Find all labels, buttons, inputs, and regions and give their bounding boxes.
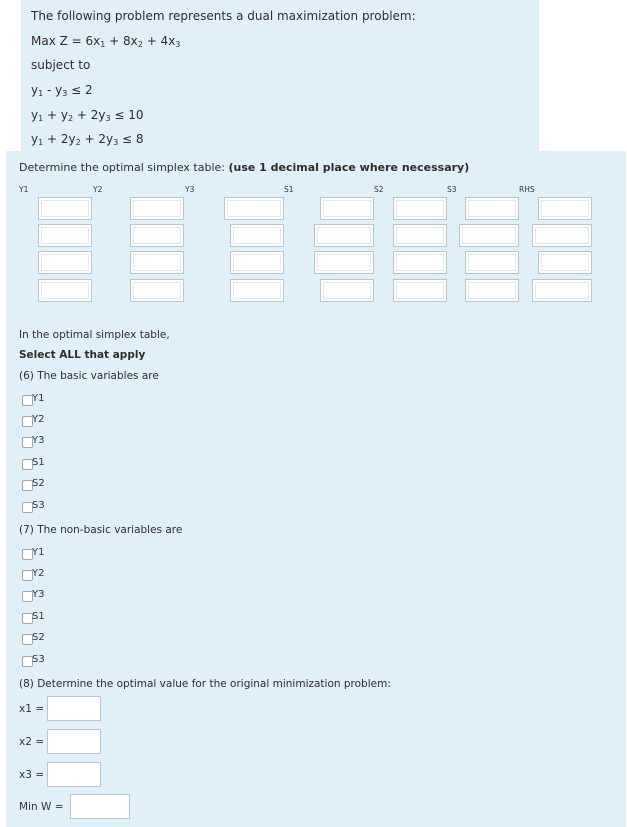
table-input-r4-rhs[interactable] [532, 279, 592, 302]
constraint-1: $y_1 - y_3 \le 2$ [31, 83, 93, 98]
x3-input[interactable] [47, 762, 101, 787]
col-header-s2: S2 [374, 185, 384, 194]
question-8: (8) Determine the optimal value for the original minimization problem: [19, 678, 391, 690]
table-input-r2-y2[interactable] [130, 224, 184, 247]
col-header-rhs: RHS [519, 185, 535, 194]
q7-option-label: S2 [32, 632, 45, 643]
col-header-s3: S3 [447, 185, 457, 194]
x3-label: x3 = [19, 769, 45, 781]
subject-to-label: subject to [31, 58, 91, 72]
min-w-input[interactable] [70, 794, 130, 819]
q6-option-label: Y3 [32, 435, 45, 446]
table-input-r1-y2[interactable] [130, 197, 184, 220]
table-input-r4-s2[interactable] [393, 279, 447, 302]
q7-option-label: S1 [32, 611, 45, 622]
question-6: (6) The basic variables are [19, 370, 159, 382]
x1-label: x1 = [19, 703, 45, 715]
q6-option-label: Y2 [32, 414, 45, 425]
table-input-r4-y3[interactable] [230, 279, 284, 302]
table-input-r2-s2[interactable] [393, 224, 447, 247]
questions-intro: In the optimal simplex table, [19, 329, 170, 341]
table-input-r1-s3[interactable] [465, 197, 519, 220]
table-input-r4-y1[interactable] [38, 279, 92, 302]
table-input-r3-y1[interactable] [38, 251, 92, 274]
table-input-r2-y1[interactable] [38, 224, 92, 247]
table-input-r1-y1[interactable] [38, 197, 92, 220]
table-input-r3-y2[interactable] [130, 251, 184, 274]
constraint-2: $y_1 + y_2 + 2y_3 \le 10$ [31, 108, 144, 123]
table-input-r3-rhs[interactable] [538, 251, 592, 274]
col-header-y3: Y3 [185, 185, 195, 194]
x2-input[interactable] [47, 729, 101, 754]
x1-input[interactable] [47, 696, 101, 721]
table-input-r2-y3[interactable] [230, 224, 284, 247]
table-input-r4-y2[interactable] [130, 279, 184, 302]
q7-option-label: Y3 [32, 589, 45, 600]
table-input-r2-rhs[interactable] [532, 224, 592, 247]
q6-option-label: Y1 [32, 393, 45, 404]
table-input-r3-y3[interactable] [230, 251, 284, 274]
select-all-label: Select ALL that apply [19, 349, 146, 361]
q7-option-label: S3 [32, 654, 45, 665]
col-header-y2: Y2 [93, 185, 103, 194]
col-header-y1: Y1 [19, 185, 29, 194]
table-instruction: Determine the optimal simplex table: (use 1 decimal place where necessary) [19, 161, 470, 174]
objective-function: Max $Z = 6x_1 + 8x_2 + 4x_3$ [31, 34, 181, 49]
table-input-r2-s1[interactable] [314, 224, 374, 247]
table-input-r2-s3[interactable] [459, 224, 519, 247]
q6-option-label: S2 [32, 478, 45, 489]
x2-label: x2 = [19, 736, 45, 748]
problem-intro: The following problem represents a dual maximization problem: [31, 9, 416, 23]
min-w-label: Min W = [19, 801, 64, 813]
table-input-r1-rhs[interactable] [538, 197, 592, 220]
table-input-r3-s1[interactable] [314, 251, 374, 274]
question-7: (7) The non-basic variables are [19, 524, 183, 536]
q6-option-label: S1 [32, 457, 45, 468]
table-input-r1-s1[interactable] [320, 197, 374, 220]
table-input-r3-s3[interactable] [465, 251, 519, 274]
table-input-r4-s3[interactable] [465, 279, 519, 302]
q6-option-label: S3 [32, 500, 45, 511]
table-input-r4-s1[interactable] [320, 279, 374, 302]
q7-option-label: Y1 [32, 547, 45, 558]
q7-option-label: Y2 [32, 568, 45, 579]
table-input-r3-s2[interactable] [393, 251, 447, 274]
col-header-s1: S1 [284, 185, 294, 194]
constraint-3: $y_1 + 2y_2 + 2y_3 \le 8$ [31, 132, 144, 147]
table-input-r1-y3[interactable] [224, 197, 284, 220]
table-input-r1-s2[interactable] [393, 197, 447, 220]
